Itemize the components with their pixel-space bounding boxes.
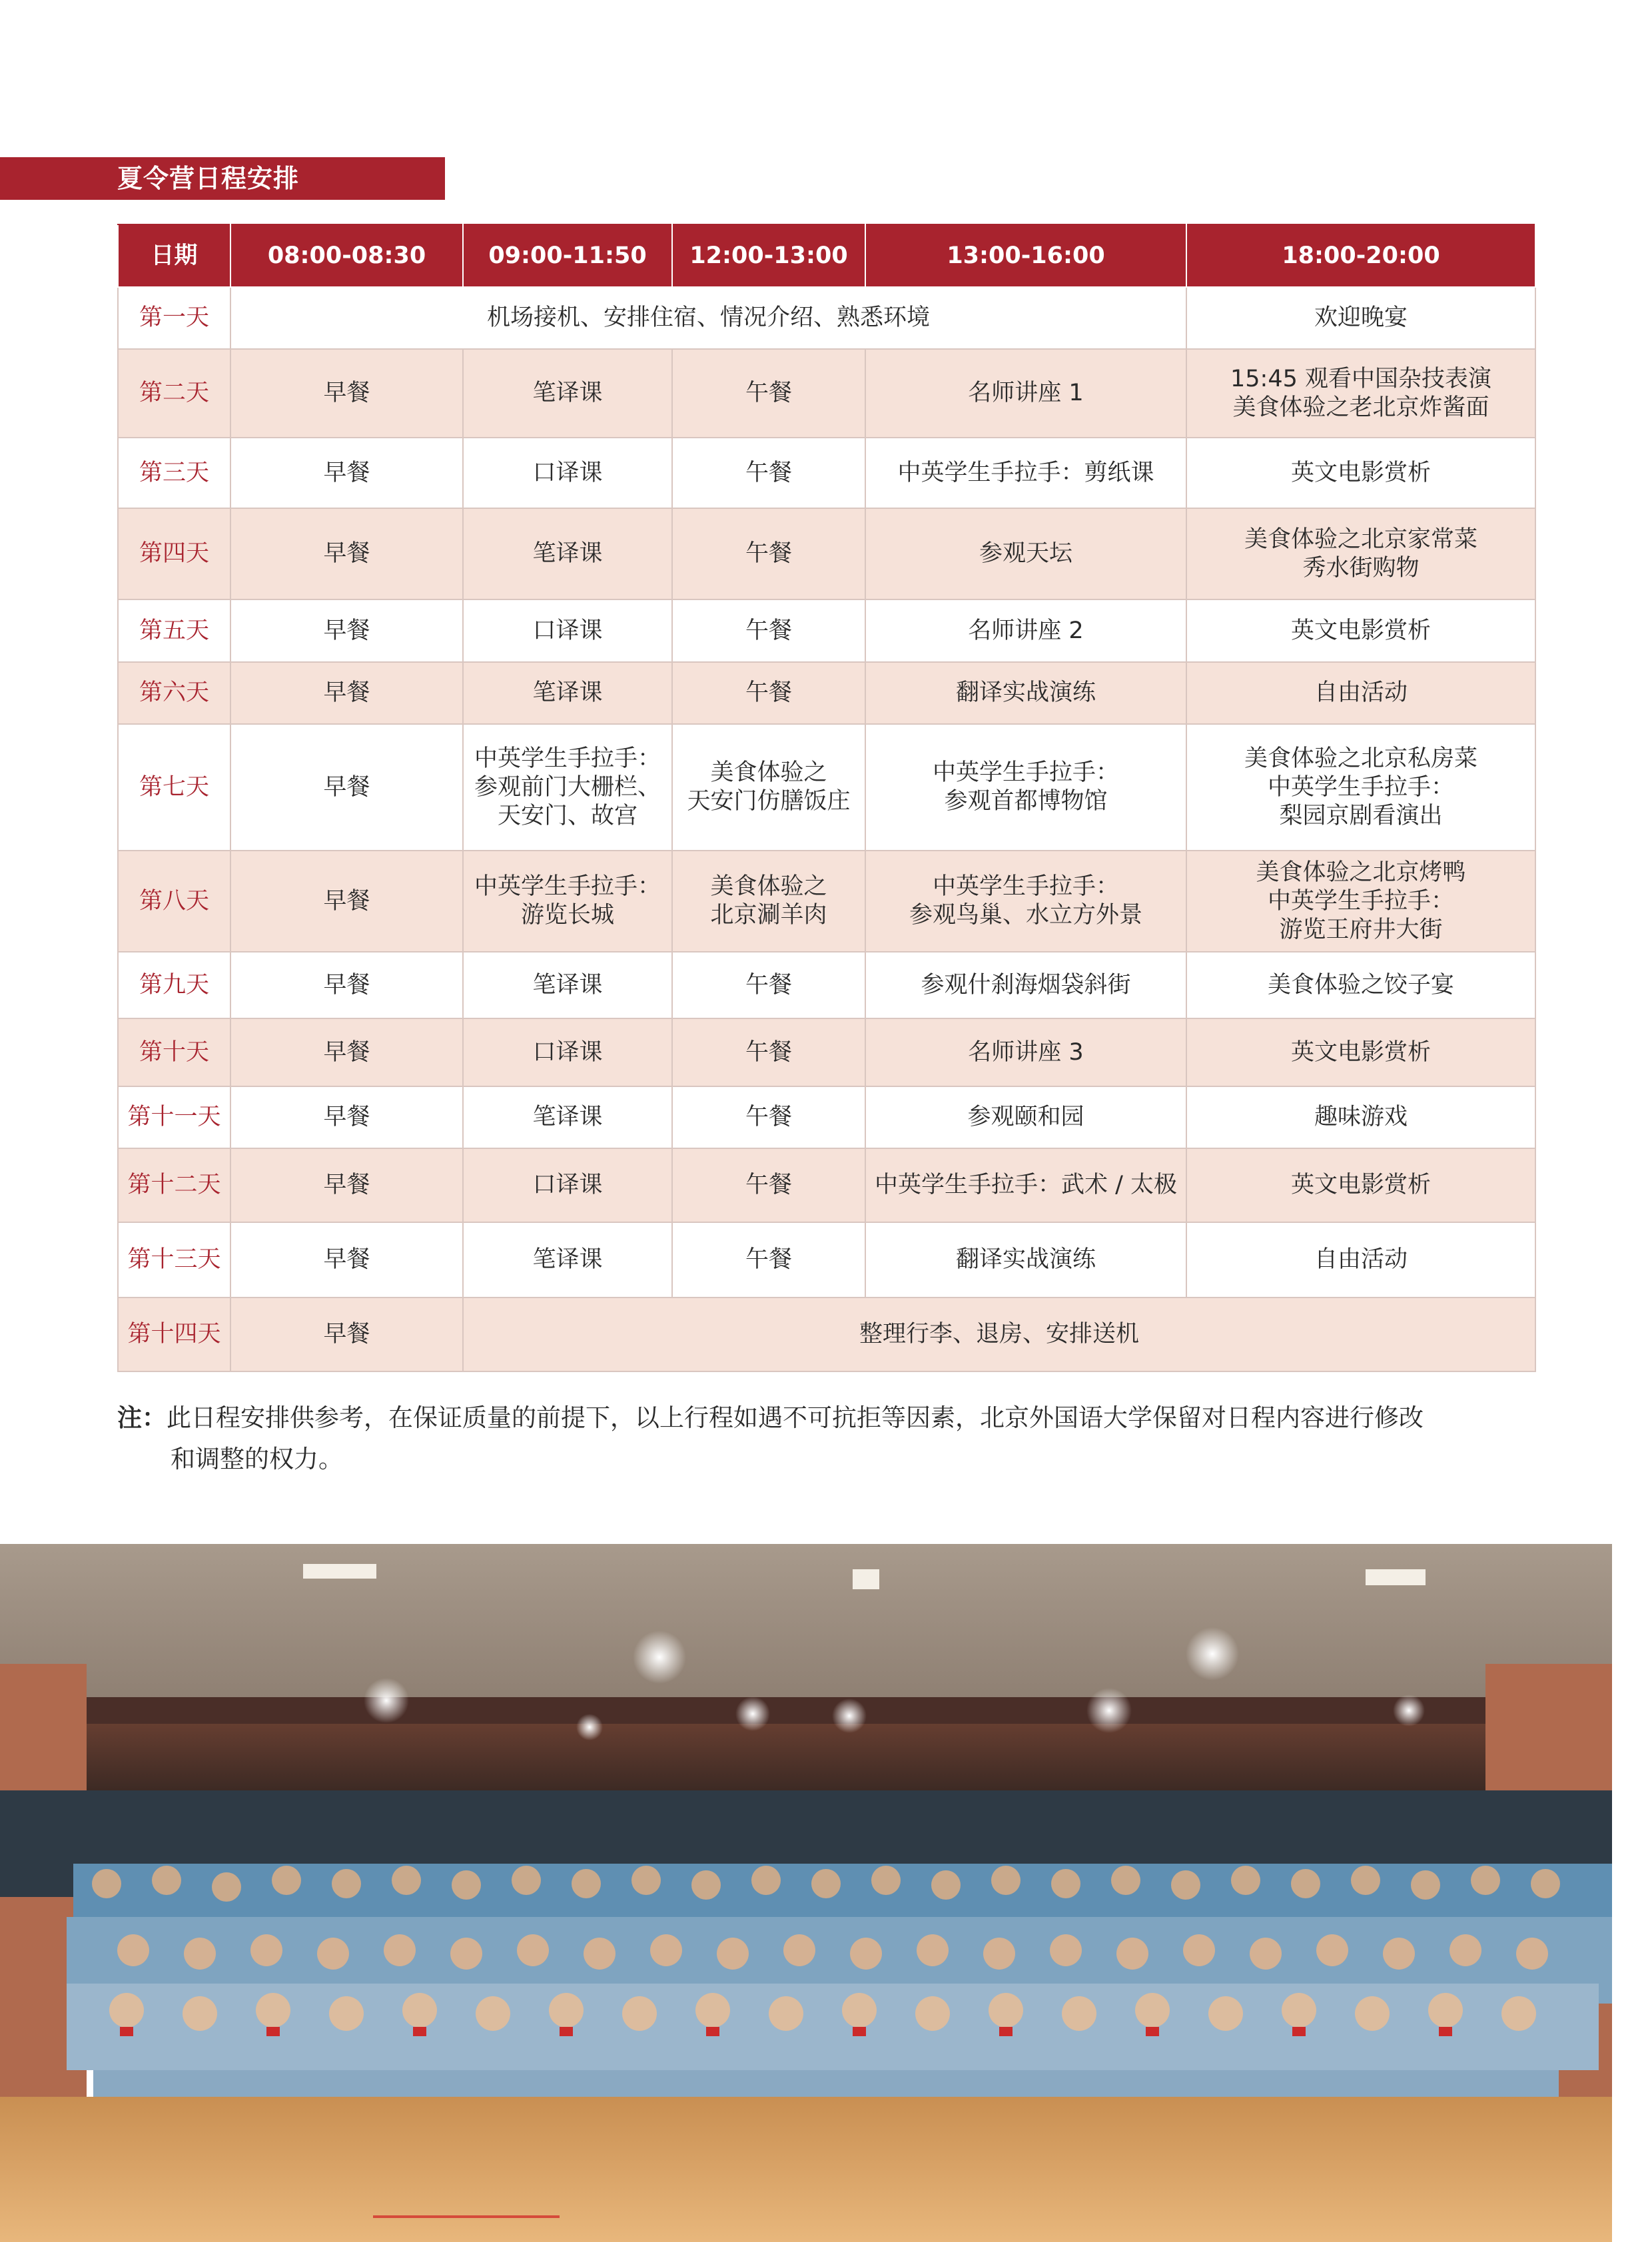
day-label: 第十二天 <box>118 1148 230 1222</box>
day-label: 第四天 <box>118 508 230 599</box>
slot-1-cell: 早餐 <box>230 438 463 508</box>
evening-cell: 英文电影赏析 <box>1186 599 1535 662</box>
slot-3-cell: 午餐 <box>672 599 865 662</box>
slot-1-cell: 早餐 <box>230 952 463 1018</box>
slot-2-cell: 笔译课 <box>463 952 672 1018</box>
table-row <box>118 662 1535 724</box>
day-label: 第九天 <box>118 952 230 1018</box>
slot-1-cell: 早餐 <box>230 662 463 724</box>
slot-3-cell: 午餐 <box>672 1018 865 1086</box>
slot-2-cell: 中英学生手拉手： 游览长城 <box>463 851 672 952</box>
slot-2-cell: 口译课 <box>463 1018 672 1086</box>
table-row <box>118 599 1535 662</box>
slot-1-cell: 早餐 <box>230 349 463 438</box>
schedule-note <box>117 1397 1536 1480</box>
table-row <box>118 1086 1535 1148</box>
evening-cell: 自由活动 <box>1186 662 1535 724</box>
note-label: 注： <box>117 1403 167 1432</box>
day-label: 第二天 <box>118 349 230 438</box>
slot-3-cell: 午餐 <box>672 662 865 724</box>
slot-1-cell: 早餐 <box>230 1148 463 1222</box>
slot-2-cell: 笔译课 <box>463 662 672 724</box>
table-row <box>118 1018 1535 1086</box>
day-label: 第七天 <box>118 724 230 851</box>
slot-4-cell: 名师讲座 2 <box>865 599 1186 662</box>
evening-cell: 自由活动 <box>1186 1222 1535 1298</box>
slot-1-cell: 早餐 <box>230 1222 463 1298</box>
day-label: 第十天 <box>118 1018 230 1086</box>
day-label: 第三天 <box>118 438 230 508</box>
note-text-line-1: 此日程安排供参考，在保证质量的前提下，以上行程如遇不可抗拒等因素，北京外国语大学保留对日程内容进行修改 <box>167 1403 1424 1432</box>
header-slot-3: 12:00-13:00 <box>672 224 865 287</box>
slot-2-cell: 口译课 <box>463 1148 672 1222</box>
header-slot-5: 18:00-20:00 <box>1186 224 1535 287</box>
slot-4-cell: 中英学生手拉手： 参观鸟巢、水立方外景 <box>865 851 1186 952</box>
schedule-table <box>117 224 1536 1372</box>
day-label: 第六天 <box>118 662 230 724</box>
header-date: 日期 <box>118 224 230 287</box>
evening-cell: 15:45 观看中国杂技表演 美食体验之老北京炸酱面 <box>1186 349 1535 438</box>
slot-4-cell: 中英学生手拉手：武术 / 太极 <box>865 1148 1186 1222</box>
slot-3-cell: 午餐 <box>672 438 865 508</box>
evening-cell: 美食体验之北京家常菜 秀水街购物 <box>1186 508 1535 599</box>
table-row <box>118 438 1535 508</box>
slot-3-cell: 午餐 <box>672 1086 865 1148</box>
table-row <box>118 287 1535 349</box>
header-slot-4: 13:00-16:00 <box>865 224 1186 287</box>
slot-2-cell: 笔译课 <box>463 1086 672 1148</box>
slot-4-cell: 名师讲座 3 <box>865 1018 1186 1086</box>
slot-2-cell: 笔译课 <box>463 349 672 438</box>
slot-4-cell: 中英学生手拉手： 参观首都博物馆 <box>865 724 1186 851</box>
slot-4-cell: 参观天坛 <box>865 508 1186 599</box>
table-row <box>118 1148 1535 1222</box>
day-label: 第十三天 <box>118 1222 230 1298</box>
slot-3-cell: 午餐 <box>672 1222 865 1298</box>
slot-4-cell: 名师讲座 1 <box>865 349 1186 438</box>
slot-1-cell: 早餐 <box>230 851 463 952</box>
day-label: 第五天 <box>118 599 230 662</box>
table-row <box>118 508 1535 599</box>
slot-4-cell: 翻译实战演练 <box>865 1222 1186 1298</box>
slot-3-cell: 美食体验之 天安门仿膳饭庄 <box>672 724 865 851</box>
evening-cell: 欢迎晚宴 <box>1186 287 1535 349</box>
day-label: 第十四天 <box>118 1298 230 1371</box>
slot-3-cell: 午餐 <box>672 952 865 1018</box>
day-label: 第十一天 <box>118 1086 230 1148</box>
evening-cell: 英文电影赏析 <box>1186 1148 1535 1222</box>
slot-2-cell: 口译课 <box>463 438 672 508</box>
slot-3-cell: 美食体验之 北京涮羊肉 <box>672 851 865 952</box>
slot-1-cell: 早餐 <box>230 599 463 662</box>
slot-1-cell: 早餐 <box>230 1018 463 1086</box>
day-label: 第八天 <box>118 851 230 952</box>
slot-1-cell: 早餐 <box>230 724 463 851</box>
slot-2-cell: 口译课 <box>463 599 672 662</box>
slot-1-cell: 早餐 <box>230 1298 463 1371</box>
table-row <box>118 349 1535 438</box>
header-slot-1: 08:00-08:30 <box>230 224 463 287</box>
slot-2-cell: 笔译课 <box>463 508 672 599</box>
evening-cell: 美食体验之北京烤鸭 中英学生手拉手： 游览王府井大街 <box>1186 851 1535 952</box>
slot-1-cell: 早餐 <box>230 1086 463 1148</box>
note-text-line-2: 和调整的权力。 <box>171 1445 343 1473</box>
table-row <box>118 1222 1535 1298</box>
group-photo <box>0 1544 1612 2242</box>
section-title: 夏令营日程安排 <box>117 164 300 193</box>
slot-2-cell: 笔译课 <box>463 1222 672 1298</box>
table-row <box>118 724 1535 851</box>
evening-cell: 趣味游戏 <box>1186 1086 1535 1148</box>
evening-cell: 美食体验之北京私房菜 中英学生手拉手： 梨园京剧看演出 <box>1186 724 1535 851</box>
merged-activity-cell: 机场接机、安排住宿、情况介绍、熟悉环境 <box>230 287 1186 349</box>
slot-4-cell: 参观什刹海烟袋斜街 <box>865 952 1186 1018</box>
header-slot-2: 09:00-11:50 <box>463 224 672 287</box>
slot-4-cell: 中英学生手拉手：剪纸课 <box>865 438 1186 508</box>
slot-2-cell: 中英学生手拉手： 参观前门大栅栏、 天安门、故宫 <box>463 724 672 851</box>
merged-activity-cell: 整理行李、退房、安排送机 <box>463 1298 1535 1371</box>
schedule-header-row <box>118 224 1535 287</box>
table-row <box>118 952 1535 1018</box>
day-label: 第一天 <box>118 287 230 349</box>
table-row <box>118 851 1535 952</box>
evening-cell: 英文电影赏析 <box>1186 438 1535 508</box>
table-row <box>118 1298 1535 1371</box>
slot-3-cell: 午餐 <box>672 349 865 438</box>
slot-4-cell: 参观颐和园 <box>865 1086 1186 1148</box>
slot-1-cell: 早餐 <box>230 508 463 599</box>
evening-cell: 英文电影赏析 <box>1186 1018 1535 1086</box>
evening-cell: 美食体验之饺子宴 <box>1186 952 1535 1018</box>
slot-4-cell: 翻译实战演练 <box>865 662 1186 724</box>
slot-3-cell: 午餐 <box>672 1148 865 1222</box>
slot-3-cell: 午餐 <box>672 508 865 599</box>
